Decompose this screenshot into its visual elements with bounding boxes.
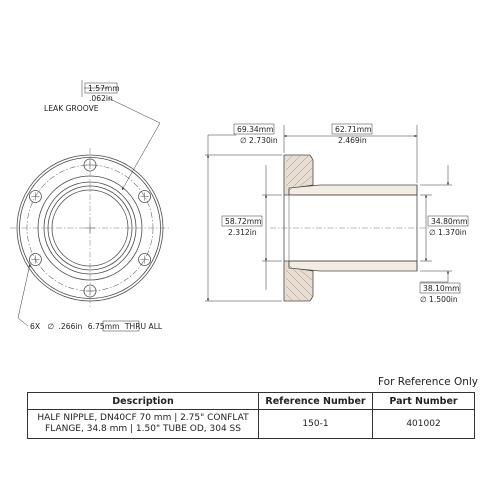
bore-face-inch: 2.312in	[228, 228, 257, 237]
leak-groove-leader	[108, 98, 160, 123]
diameter-symbol: ∅	[420, 295, 427, 304]
description-line-1: HALF NIPPLE, DN40CF 70 mm | 2.75" CONFLAT	[37, 413, 249, 423]
description-line-2: FLANGE, 34.8 mm | 1.50" TUBE OD, 304 SS	[45, 424, 241, 434]
dim-tube-id	[420, 195, 468, 261]
bore-face-mm: 58.72mm	[225, 217, 262, 226]
cell-part-number: 401002	[373, 410, 475, 439]
header-description: Description	[28, 393, 259, 410]
hole-note-leader-tail	[18, 318, 28, 326]
cell-description	[28, 410, 259, 439]
diameter-symbol: ∅	[429, 228, 436, 237]
header-reference-number: Reference Number	[259, 393, 373, 410]
flange-od-inch: 2.730in	[249, 136, 278, 145]
tube-id-inch: 1.370in	[438, 228, 467, 237]
hole-diameter-mm: 6.75mm	[87, 322, 120, 331]
diameter-symbol: ∅	[47, 322, 55, 331]
dim-bore-face	[222, 165, 282, 290]
hole-suffix: THRU ALL	[124, 322, 163, 331]
tube-od-inch: 1.500in	[429, 295, 458, 304]
side-section-view	[270, 155, 430, 301]
tube-od-mm: 38.10mm	[423, 284, 460, 293]
leak-groove-label: LEAK GROOVE	[44, 104, 99, 113]
svg-text:∅ 1.500in	[420, 295, 458, 304]
dim-flange-od	[205, 124, 282, 301]
leak-groove-arrow	[122, 123, 160, 190]
tube-id-mm: 34.80mm	[431, 217, 468, 226]
leak-groove-mm: 1.57mm	[88, 84, 120, 93]
svg-text:∅ 2.730in	[240, 136, 278, 145]
length-mm: 62.71mm	[335, 125, 372, 134]
cell-reference-number: 150-1	[259, 410, 373, 439]
diameter-symbol: ∅	[240, 136, 247, 145]
table-row	[28, 410, 475, 439]
tube-wall-upper	[289, 185, 417, 195]
svg-text:∅ 1.370in	[429, 228, 467, 237]
front-view	[10, 148, 170, 308]
tube-wall-lower	[289, 261, 417, 271]
svg-text:6X ∅ .266in	[30, 322, 163, 331]
spec-table	[27, 392, 475, 439]
leak-groove-inch: .062in	[89, 94, 113, 103]
flange-od-mm: 69.34mm	[237, 125, 274, 134]
reference-note: For Reference Only	[378, 376, 479, 388]
length-inch: 2.469in	[338, 136, 367, 145]
hole-count: 6X	[30, 322, 41, 331]
leak-groove-callout	[44, 80, 160, 190]
table-header-row	[28, 393, 475, 410]
hole-note-leader	[18, 264, 30, 318]
hole-diameter-inch: .266in	[58, 322, 83, 331]
header-part-number: Part Number	[373, 393, 475, 410]
